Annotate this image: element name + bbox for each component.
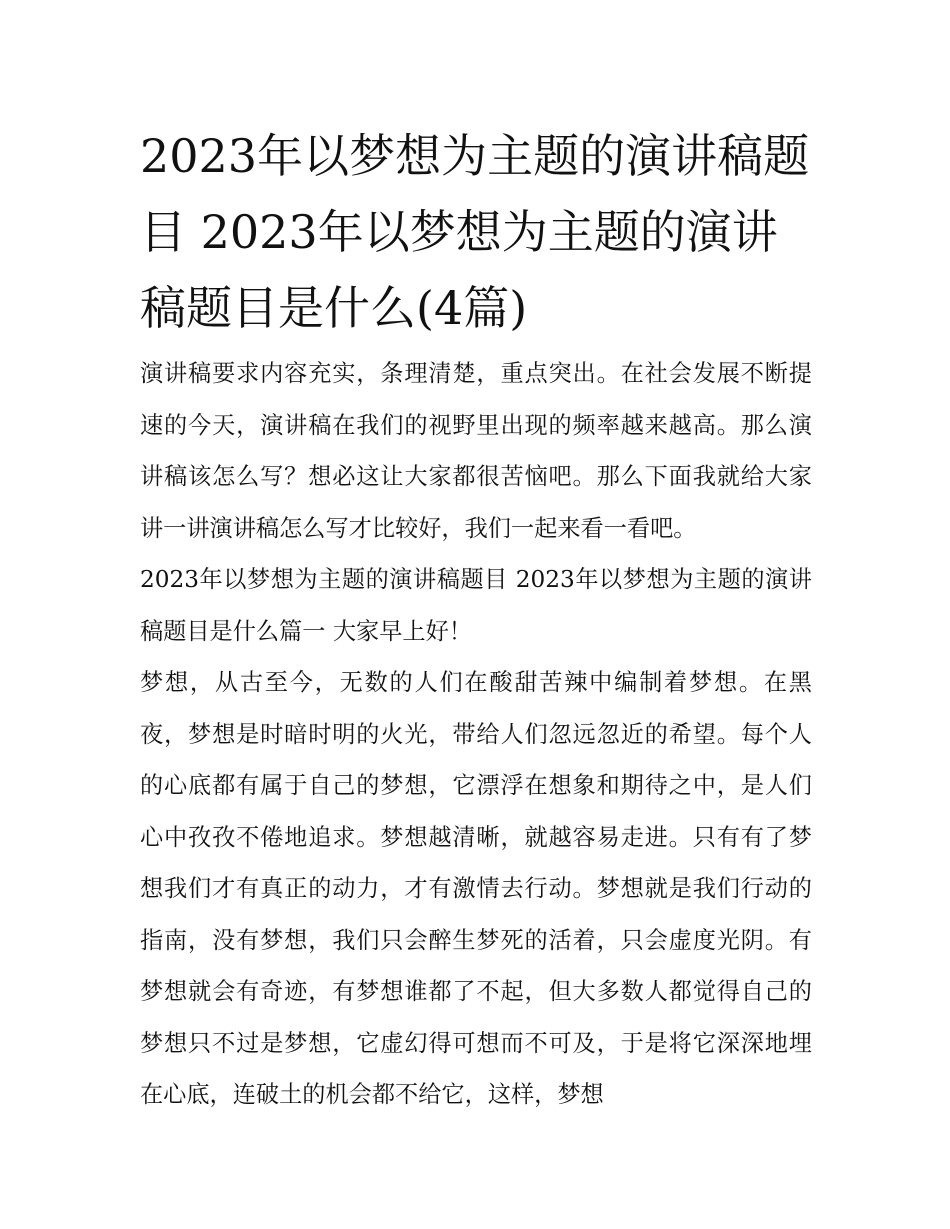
document-page	[140, 118, 812, 1121]
section-heading-paragraph: 2023年以梦想为主题的演讲稿题目 2023年以梦想为主题的演讲稿题目是什么篇一 大家早上好！	[140, 566, 812, 645]
document-title: 2023年以梦想为主题的演讲稿题目 2023年以梦想为主题的演讲稿题目是什么(4篇)	[140, 129, 810, 335]
intro-paragraph: 演讲稿要求内容充实，条理清楚，重点突出。在社会发展不断提速的今天，演讲稿在我们的视野里出现的频率越来越高。那么演讲稿该怎么写？想必这让大家都很苦恼吧。那么下面我就给大家讲一讲演讲稿怎么写才比较好，我们一起来看一看吧。	[140, 360, 812, 542]
body-paragraph: 梦想，从古至今，无数的人们在酸甜苦辣中编制着梦想。在黑夜，梦想是时暗时明的火光，带给人们忽远忽近的希望。每个人的心底都有属于自己的梦想，它漂浮在想象和期待之中，是人们心中孜孜不倦地追求。梦想越清晰，就越容易走进。只有有了梦想我们才有真正的动力，才有激情去行动。梦想就是我们行动的指南，没有梦想，我们只会醉生梦死的活着，只会虚度光阴。有梦想就会有奇迹，有梦想谁都了不起，但大多数人都觉得自己的梦想只不过是梦想，它虚幻得可想而不可及，于是将它深深地埋在心底，连破土的机会都不给它，这样，梦想	[140, 669, 812, 1108]
